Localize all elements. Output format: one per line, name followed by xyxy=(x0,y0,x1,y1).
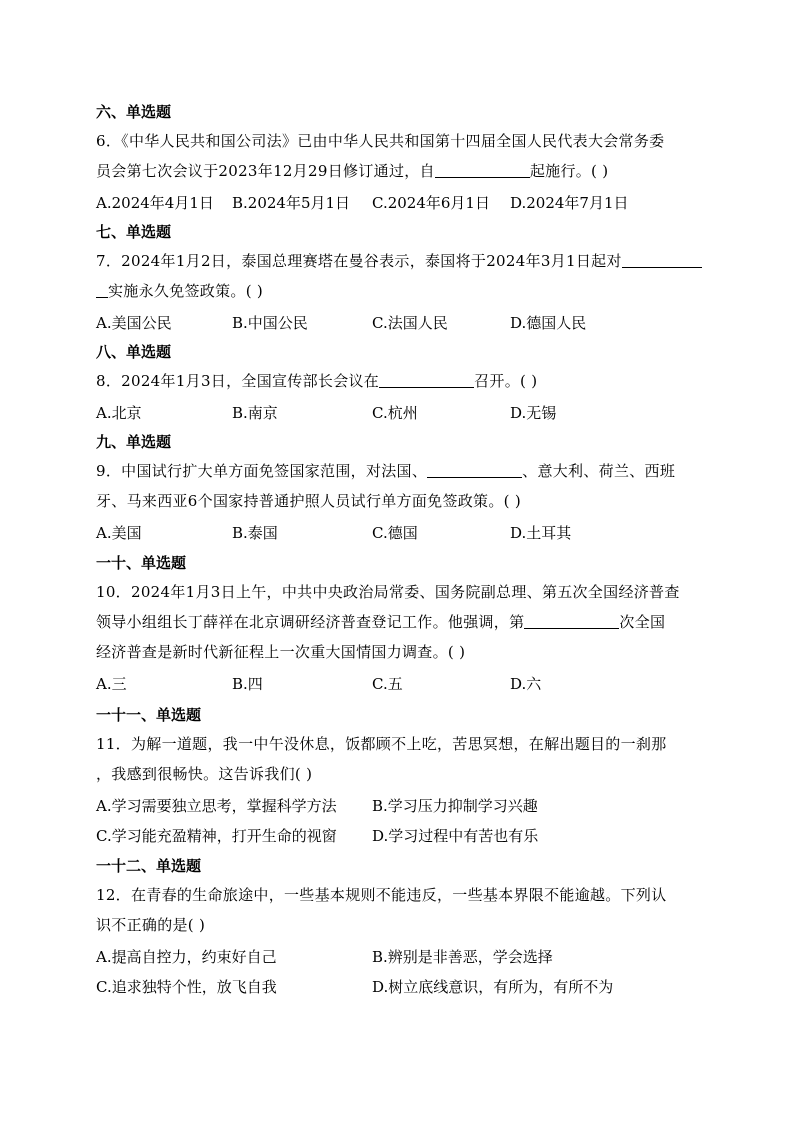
answer-blank xyxy=(427,461,522,478)
question-stem-line: 员会第七次会议于2023年12月29日修订通过，自 起施行。( ) xyxy=(96,162,609,180)
section-heading: 一十、单选题 xyxy=(96,554,187,572)
options-row xyxy=(96,188,706,218)
options-row xyxy=(96,972,706,1002)
option-d[interactable]: D.学习过程中有苦也有乐 xyxy=(372,827,539,845)
option-c[interactable]: C.法国人民 xyxy=(372,314,448,332)
question-11 xyxy=(96,705,706,851)
option-d[interactable]: D.树立底线意识，有所为，有所不为 xyxy=(372,978,614,996)
answer-blank xyxy=(524,612,619,629)
question-stem-line: 10．2024年1月3日上午，中共中央政治局常委、国务院副总理、第五次全国经济普查 xyxy=(96,583,680,601)
question-stem-line: 12．在青春的生命旅途中，一些基本规则不能违反，一些基本界限不能逾越。下列认 xyxy=(96,886,667,904)
question-stem-line: 11．为解一道题，我一中午没休息，饭都顾不上吃，苦思冥想，在解出题目的一刹那 xyxy=(96,735,667,753)
section-heading: 八、单选题 xyxy=(96,343,172,361)
question-stem-line: 6．《中华人民共和国公司法》已由中华人民共和国第十四届全国人民代表大会常务委 xyxy=(96,132,665,150)
options-row xyxy=(96,791,706,821)
question-stem-line: 识不正确的是( ) xyxy=(96,916,206,934)
question-12 xyxy=(96,856,706,1002)
option-c[interactable]: C.五 xyxy=(372,675,403,693)
option-a[interactable]: A.美国公民 xyxy=(96,314,172,332)
section-heading: 九、单选题 xyxy=(96,433,172,451)
question-stem-line: ，我感到很畅快。这告诉我们( ) xyxy=(96,765,313,783)
section-heading: 七、单选题 xyxy=(96,223,172,241)
option-c[interactable]: C.德国 xyxy=(372,524,418,542)
option-d[interactable]: D.德国人民 xyxy=(510,314,587,332)
question-8 xyxy=(96,342,706,428)
question-stem-line: 9．中国试行扩大单方面免签国家范围，对法国、 、意大利、荷兰、西班 xyxy=(96,462,676,480)
answer-blank xyxy=(379,371,474,388)
option-a[interactable]: A.北京 xyxy=(96,404,142,422)
option-a[interactable]: A.提高自控力，约束好自己 xyxy=(96,948,277,966)
question-stem-line: 8．2024年1月3日，全国宣传部长会议在 召开。( ) xyxy=(96,372,538,390)
option-b[interactable]: B.辨别是非善恶，学会选择 xyxy=(372,948,553,966)
option-b[interactable]: B.2024年5月1日 xyxy=(232,194,351,212)
section-heading: 六、单选题 xyxy=(96,103,172,121)
question-stem-line: 牙、马来西亚6个国家持普通护照人员试行单方面免签政策。( ) xyxy=(96,492,522,510)
section-heading: 一十一、单选题 xyxy=(96,706,202,724)
options-row xyxy=(96,518,706,548)
option-c[interactable]: C.追求独特个性，放飞自我 xyxy=(96,978,277,996)
option-a[interactable]: A.学习需要独立思考，掌握科学方法 xyxy=(96,797,337,815)
options-row xyxy=(96,669,706,699)
option-c[interactable]: C.学习能充盈精神，打开生命的视窗 xyxy=(96,827,337,845)
options-row xyxy=(96,821,706,851)
option-d[interactable]: D.无锡 xyxy=(510,404,557,422)
option-b[interactable]: B.南京 xyxy=(232,404,278,422)
option-b[interactable]: B.学习压力抑制学习兴趣 xyxy=(372,797,538,815)
answer-blank xyxy=(435,161,530,178)
option-b[interactable]: B.四 xyxy=(232,675,263,693)
option-c[interactable]: C.杭州 xyxy=(372,404,418,422)
question-9 xyxy=(96,432,706,548)
question-stem-line: 实施永久免签政策。( ) xyxy=(96,276,706,306)
question-stem-line: 经济普查是新时代新征程上一次重大国情国力调查。( ) xyxy=(96,643,466,661)
option-d[interactable]: D.六 xyxy=(510,675,542,693)
section-heading: 一十二、单选题 xyxy=(96,857,202,875)
option-a[interactable]: A.三 xyxy=(96,675,127,693)
question-10 xyxy=(96,553,706,699)
option-d[interactable]: D.土耳其 xyxy=(510,524,572,542)
option-b[interactable]: B.中国公民 xyxy=(232,314,308,332)
options-row xyxy=(96,308,706,338)
question-6 xyxy=(96,102,706,218)
option-d[interactable]: D.2024年7月1日 xyxy=(510,194,629,212)
option-b[interactable]: B.泰国 xyxy=(232,524,278,542)
options-row xyxy=(96,942,706,972)
option-c[interactable]: C.2024年6月1日 xyxy=(372,194,490,212)
option-a[interactable]: A.美国 xyxy=(96,524,142,542)
question-stem-line: 7．2024年1月2日，泰国总理赛塔在曼谷表示，泰国将于2024年3月1日起对 xyxy=(96,246,706,276)
answer-blank xyxy=(96,281,108,298)
question-stem-line: 领导小组组长丁薛祥在北京调研经济普查登记工作。他强调，第 次全国 xyxy=(96,613,666,631)
question-7 xyxy=(96,222,706,338)
options-row xyxy=(96,398,706,428)
answer-blank xyxy=(622,251,702,268)
option-a[interactable]: A.2024年4月1日 xyxy=(96,194,214,212)
